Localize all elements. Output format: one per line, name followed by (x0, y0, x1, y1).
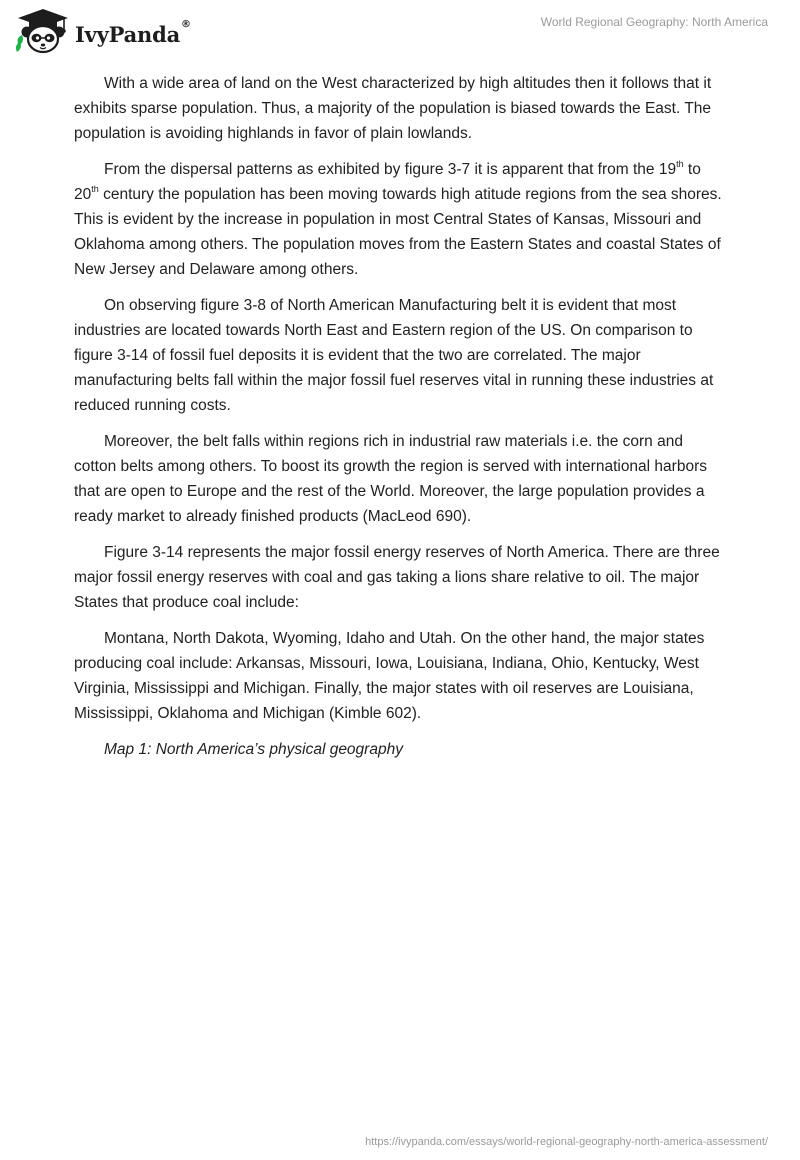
document-title: World Regional Geography: North America (540, 15, 768, 29)
paragraph-2-part-a: From the dispersal patterns as exhibited by figure 3-7 it is apparent that from the 19 (104, 161, 677, 178)
ordinal-suffix: th (676, 158, 684, 169)
essay-body (74, 71, 728, 773)
paragraph-1: With a wide area of land on the West characterized by high altitudes then it follows that it exhibits sparse population. Thus, a majority of the population is biased towards the East. The population is avoiding highlands in favor of plain lowlands. (74, 75, 712, 142)
paragraph-3: On observing figure 3-8 of North American Manufacturing belt it is evident that most industries are located towards North East and Eastern region of the US. On comparison to figure 3-14 of fossil fuel deposits it is evident that the two are correlated. The major manufacturing belts fall within the major fossil fuel reserves vital in running these industries at reduced running costs. (74, 297, 714, 414)
map-caption: Map 1: North America’s physical geography (104, 741, 403, 758)
panda-graduate-icon (14, 8, 72, 54)
source-url[interactable]: https://ivypanda.com/essays/world-regional-geography-north-america-assessment/ (365, 1136, 768, 1148)
paragraph-2-part-b: to 20 (74, 161, 701, 203)
paragraph-6: Montana, North Dakota, Wyoming, Idaho and Utah. On the other hand, the major states producing coal include: Arkansas, Missouri, Iowa, Louisiana, Indiana, Ohio, Kentucky, West Virginia, Mississippi and Michigan. Finally, the major states with oil reserves are Louisiana, Mississippi, Oklahoma and Michigan (Kimble 602). (74, 630, 705, 722)
ivypanda-logo[interactable] (14, 8, 191, 54)
paragraph-4: Moreover, the belt falls within regions rich in industrial raw materials i.e. the corn and cotton belts among others. To boost its growth the region is served with international harbors that are open to Europe and the rest of the World. Moreover, the large population provides a ready market to already finished products (MacLeod 690). (74, 433, 707, 525)
page-header (0, 0, 800, 60)
brand-name: IvyPanda® (75, 18, 191, 47)
paragraph-2-part-c: century the population has been moving towards high atitude regions from the sea shores. This is evident by the increase in population in most Central States of Kansas, Missouri and Oklahoma among others. The population moves from the Eastern States and coastal States of New Jersey and Delaware among others. (74, 186, 722, 278)
registered-mark: ® (181, 18, 191, 30)
paragraph-2 (74, 157, 728, 282)
ordinal-suffix: th (91, 183, 99, 194)
paragraph-5: Figure 3-14 represents the major fossil energy reserves of North America. There are three major fossil energy reserves with coal and gas taking a lions share relative to oil. The major States that produce coal include: (74, 544, 720, 611)
